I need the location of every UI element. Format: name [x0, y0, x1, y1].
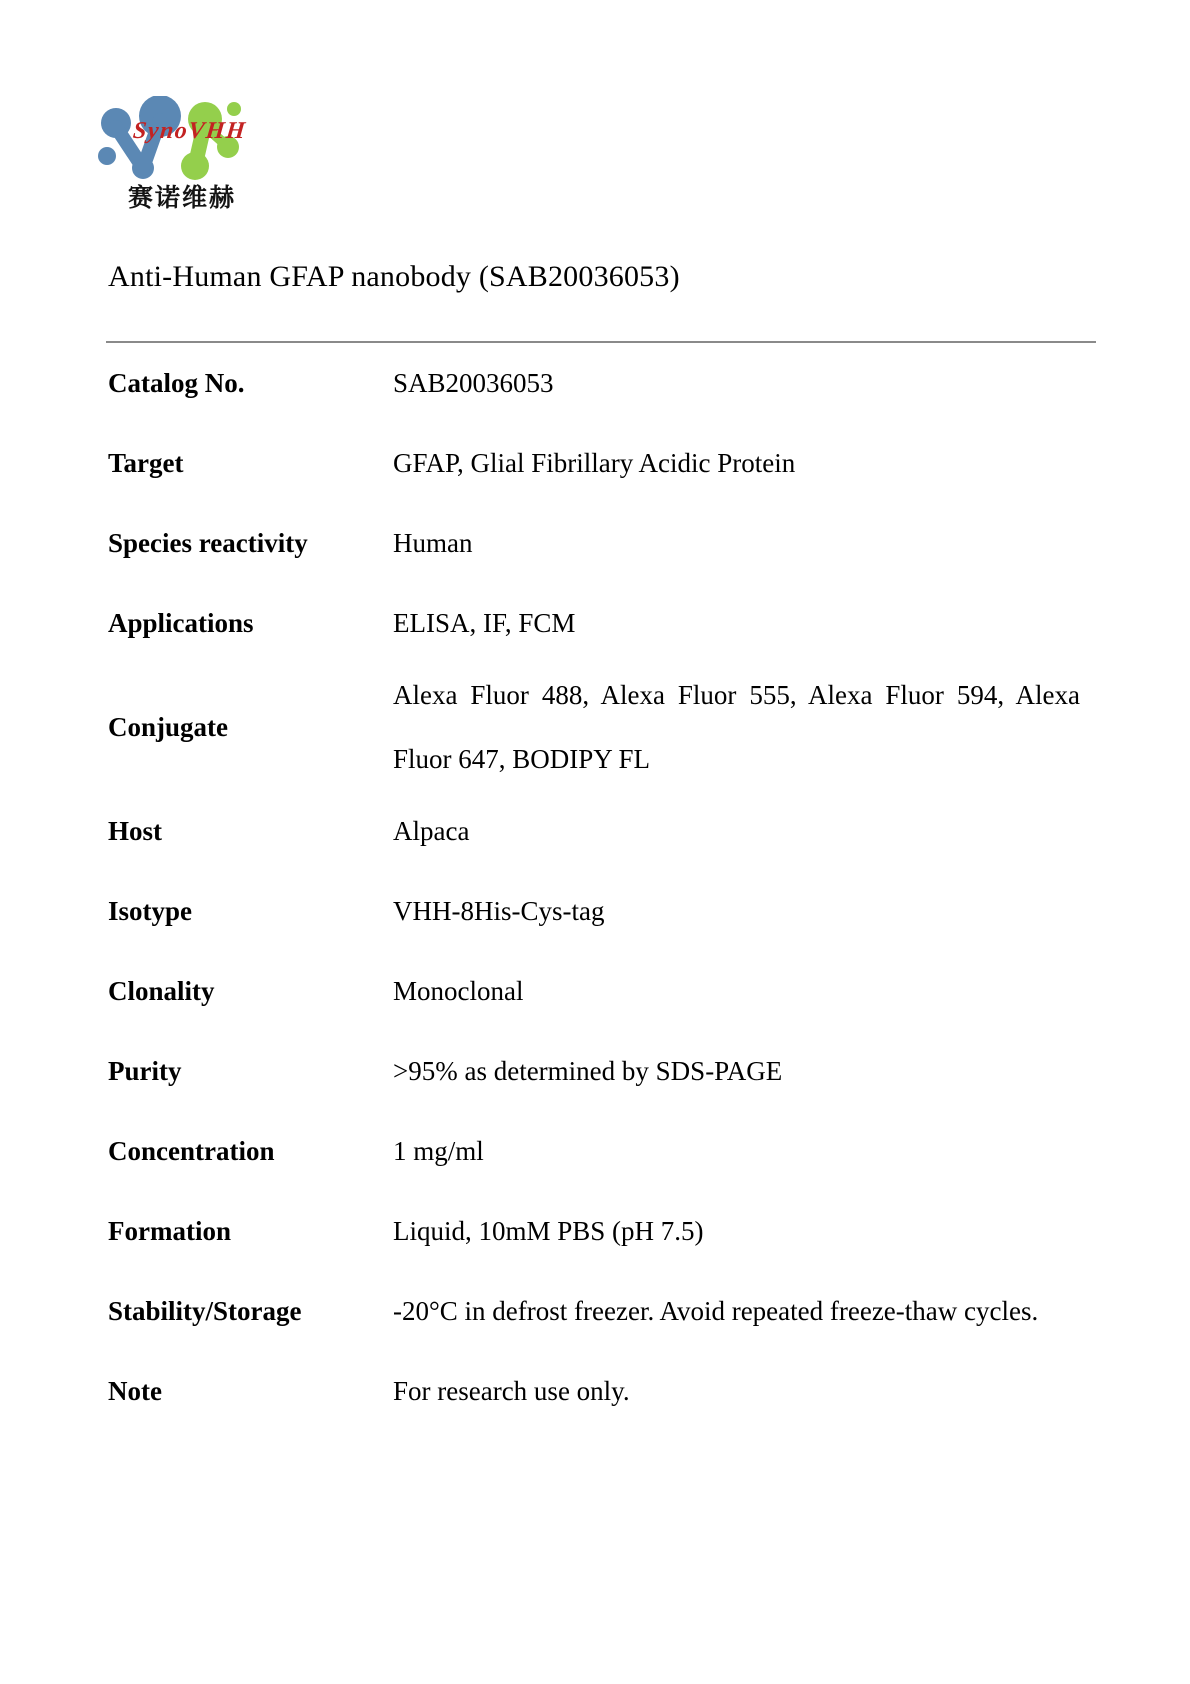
spec-value-formation: Liquid, 10mM PBS (pH 7.5) — [393, 1216, 704, 1246]
spec-value-note: For research use only. — [393, 1376, 630, 1406]
spec-label-target: Target — [108, 448, 184, 478]
spec-row-note — [108, 1351, 1096, 1431]
spec-label-note: Note — [108, 1376, 162, 1406]
spec-value-target: GFAP, Glial Fibrillary Acidic Protein — [393, 448, 796, 478]
spec-row-concentration — [108, 1111, 1096, 1191]
spec-value-catalog-no: SAB20036053 — [393, 368, 554, 398]
company-logo — [95, 96, 285, 226]
spec-row-clonality — [108, 951, 1096, 1031]
spec-label-conjugate: Conjugate — [108, 712, 228, 742]
spec-label-purity: Purity — [108, 1056, 182, 1086]
logo-chinese-name: 赛诺维赫 — [128, 183, 237, 212]
spec-label-species-reactivity: Species reactivity — [108, 528, 308, 558]
spec-row-isotype — [108, 871, 1096, 951]
spec-row-catalog-no — [108, 343, 1096, 423]
spec-label-formation: Formation — [108, 1216, 231, 1246]
spec-label-catalog-no: Catalog No. — [108, 368, 245, 398]
spec-row-applications — [108, 583, 1096, 663]
spec-label-concentration: Concentration — [108, 1136, 275, 1166]
spec-row-stability-storage — [108, 1271, 1096, 1351]
spec-value-applications: ELISA, IF, FCM — [393, 608, 576, 638]
spec-label-clonality: Clonality — [108, 976, 215, 1006]
spec-label-host: Host — [108, 816, 162, 846]
spec-value-conjugate: Alexa Fluor 488, Alexa Fluor 555, Alexa Fluor 594, Alexa Fluor 647, BODIPY FL — [393, 680, 1080, 774]
spec-row-target — [108, 423, 1096, 503]
spec-value-purity: >95% as determined by SDS-PAGE — [393, 1056, 783, 1086]
spec-label-applications: Applications — [108, 608, 254, 638]
spec-table — [108, 343, 1096, 1431]
spec-label-stability-storage: Stability/Storage — [108, 1296, 302, 1326]
spec-row-species-reactivity — [108, 503, 1096, 583]
spec-value-clonality: Monoclonal — [393, 976, 524, 1006]
spec-row-purity — [108, 1031, 1096, 1111]
spec-row-host — [108, 791, 1096, 871]
spec-value-species-reactivity: Human — [393, 528, 473, 558]
logo-brand-text: SynoVHH — [131, 118, 248, 144]
page-title: Anti-Human GFAP nanobody (SAB20036053) — [108, 260, 680, 293]
spec-label-isotype: Isotype — [108, 896, 193, 926]
spec-value-isotype: VHH-8His-Cys-tag — [393, 896, 605, 926]
spec-row-formation — [108, 1191, 1096, 1271]
spec-value-concentration: 1 mg/ml — [393, 1136, 484, 1166]
spec-value-stability-storage: -20°C in defrost freezer. Avoid repeated freeze-thaw cycles. — [393, 1296, 1039, 1326]
spec-value-host: Alpaca — [393, 816, 470, 846]
spec-row-conjugate — [108, 663, 1096, 791]
